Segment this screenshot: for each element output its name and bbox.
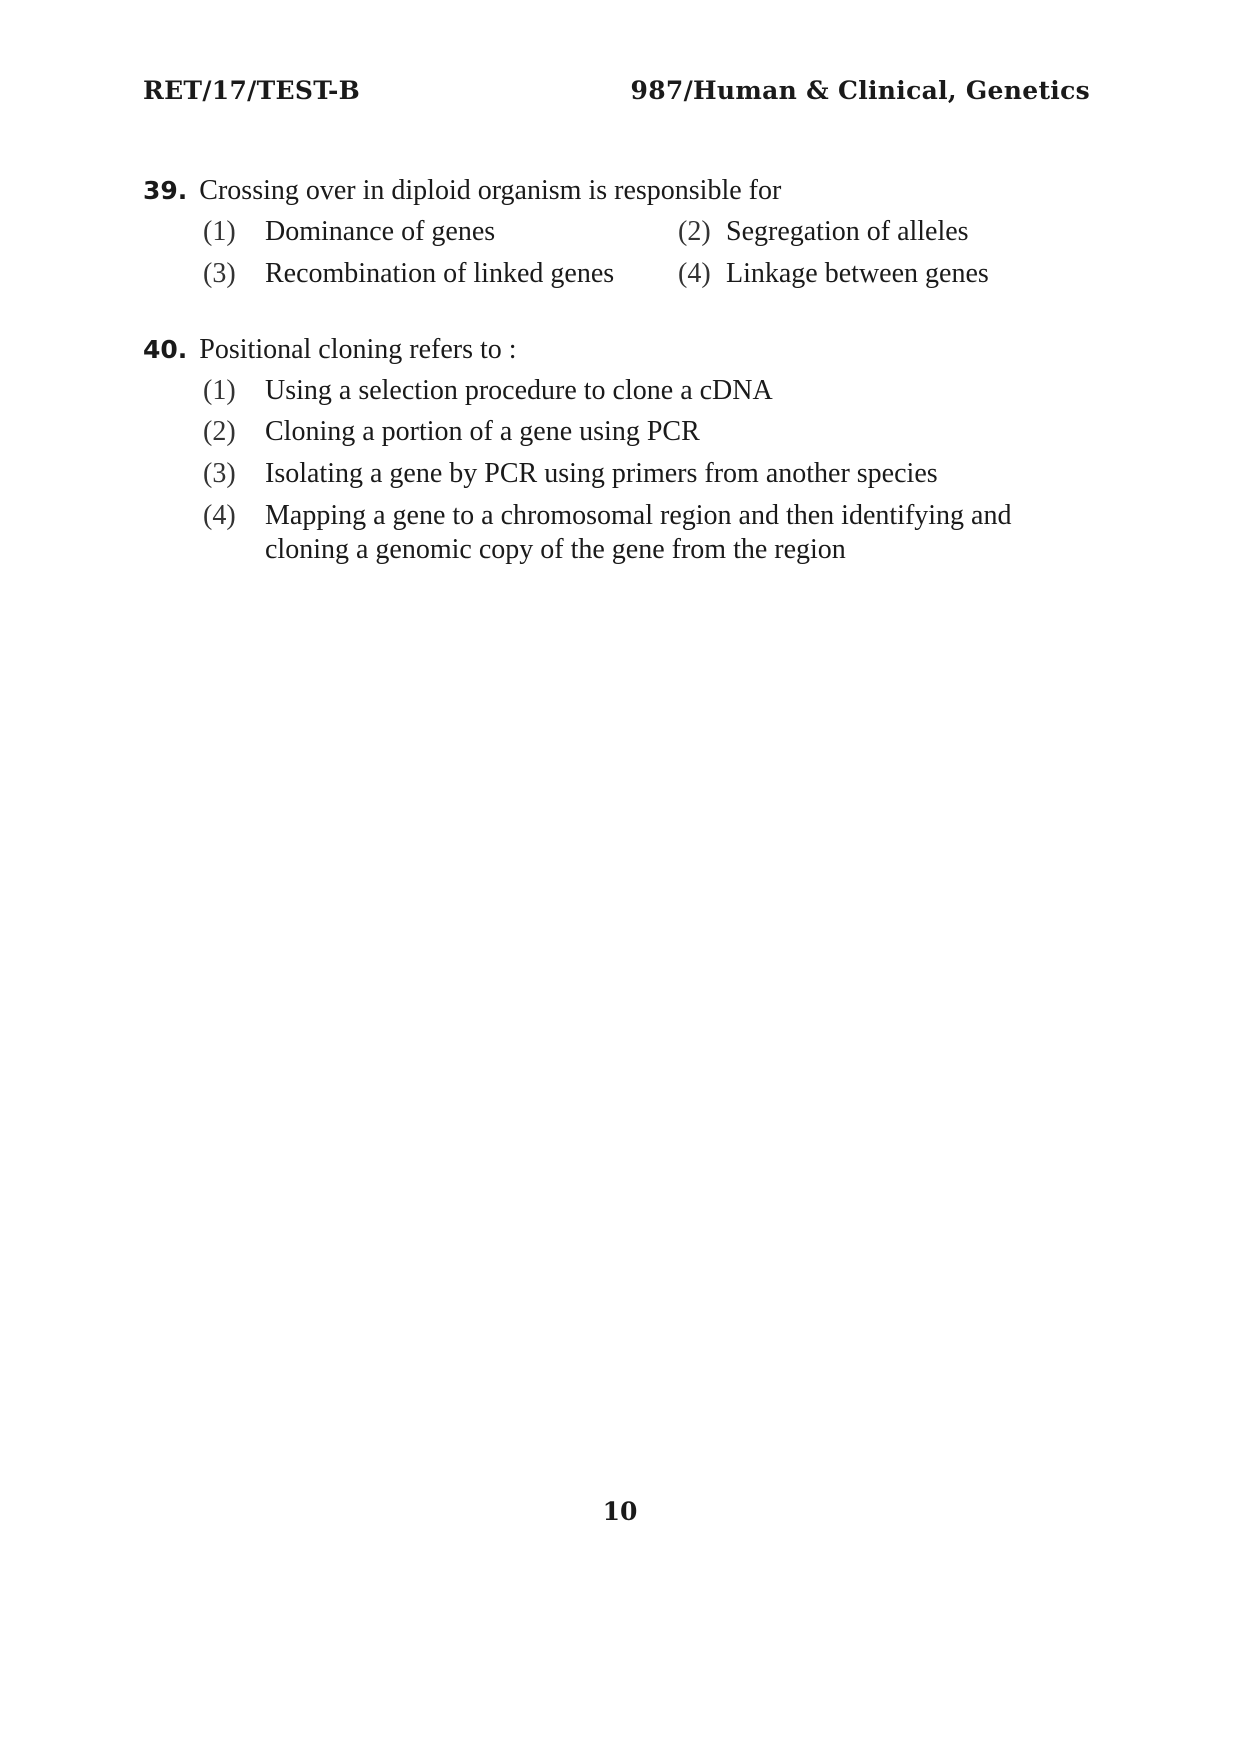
option-number: (3) [203,458,236,489]
question-text: Positional cloning refers to : [199,334,517,365]
option-number: (3) [203,258,236,289]
option-number: (1) [203,216,236,247]
option-text: Mapping a gene to a chromosomal region and then identifying and cloning a genomic copy of the gene from the region [265,500,1012,565]
option-number: (4) [203,500,236,531]
header-exam-code: RET/17/TEST-B [143,76,361,105]
question-39-option-4 [678,257,989,291]
question-39 [143,174,1093,294]
question-40-option-3 [203,457,938,491]
page-number: 10 [602,1497,638,1526]
option-text: Segregation of alleles [726,216,969,247]
question-40-option-1 [203,374,773,408]
question-40-option-4 [203,499,1083,567]
option-text: Using a selection procedure to clone a cDNA [265,375,773,406]
question-text: Crossing over in diploid organism is responsible for [199,175,782,206]
option-number: (2) [678,216,711,247]
question-39-stem [143,174,1093,208]
question-39-option-3 [203,257,614,291]
question-40-option-2 [203,415,700,449]
option-text: Isolating a gene by PCR using primers from another species [265,458,938,489]
question-number: 40. [143,335,188,364]
option-text: Linkage between genes [726,258,989,289]
header-subject: 987/Human & Clinical, Genetics [630,76,1090,105]
question-39-option-1 [203,215,495,249]
question-39-option-2 [678,215,969,249]
question-40-stem [143,333,1093,367]
question-number: 39. [143,176,188,205]
question-40 [143,333,1093,573]
option-number: (1) [203,375,236,406]
option-text: Cloning a portion of a gene using PCR [265,416,700,447]
option-text: Dominance of genes [265,216,496,247]
option-text: Recombination of linked genes [265,258,615,289]
option-number: (2) [203,416,236,447]
option-number: (4) [678,258,711,289]
